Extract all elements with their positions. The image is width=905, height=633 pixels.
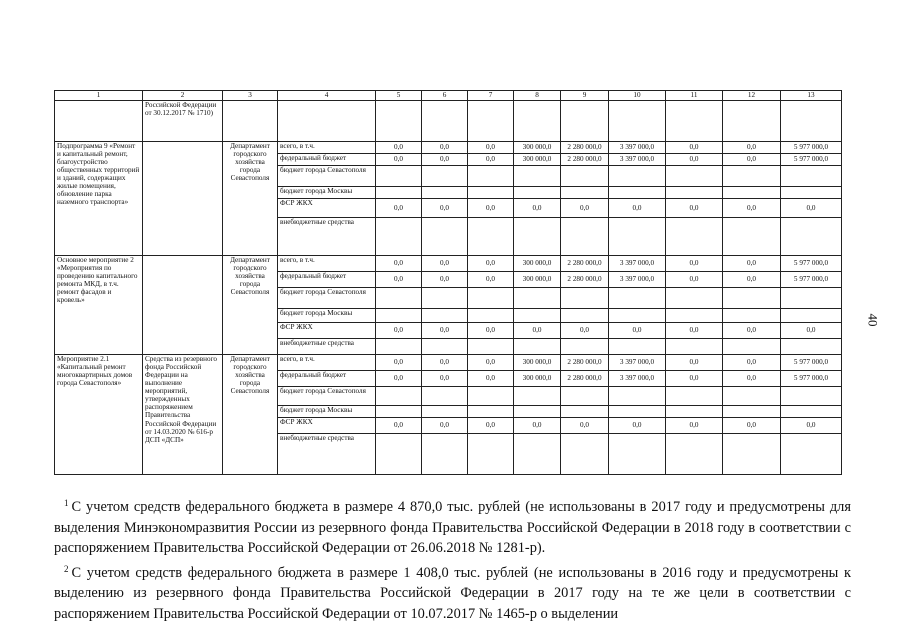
value-cell bbox=[666, 434, 723, 475]
value-cell bbox=[666, 387, 723, 406]
value-cell bbox=[666, 339, 723, 355]
value-cell: 5 977 000,0 bbox=[781, 142, 842, 154]
funding-source: бюджет города Севастополя bbox=[278, 166, 376, 187]
value-cell bbox=[422, 434, 468, 475]
value-cell: 0,0 bbox=[666, 256, 723, 272]
value-cell bbox=[781, 406, 842, 418]
value-cell bbox=[781, 434, 842, 475]
value-cell: 0,0 bbox=[609, 418, 666, 434]
value-cell: 0,0 bbox=[468, 272, 514, 288]
column-header: 7 bbox=[468, 91, 514, 101]
value-cell: 300 000,0 bbox=[514, 256, 561, 272]
table-header-row bbox=[55, 91, 842, 101]
value-cell bbox=[422, 166, 468, 187]
page-number: 40 bbox=[865, 313, 881, 327]
value-cell: 5 977 000,0 bbox=[781, 256, 842, 272]
value-cell: 0,0 bbox=[376, 272, 422, 288]
funding-source: ФСР ЖКХ bbox=[278, 199, 376, 218]
value-cell bbox=[468, 434, 514, 475]
value-cell: 0,0 bbox=[422, 199, 468, 218]
value-cell: 300 000,0 bbox=[514, 154, 561, 166]
value-cell: 0,0 bbox=[561, 418, 609, 434]
value-cell bbox=[468, 288, 514, 309]
value-cell: 3 397 000,0 bbox=[609, 256, 666, 272]
value-cell bbox=[468, 406, 514, 418]
value-cell bbox=[514, 288, 561, 309]
value-cell bbox=[376, 434, 422, 475]
value-cell bbox=[723, 187, 781, 199]
table-cell bbox=[781, 101, 842, 142]
value-cell: 0,0 bbox=[376, 418, 422, 434]
value-cell bbox=[666, 406, 723, 418]
column-header: 10 bbox=[609, 91, 666, 101]
value-cell bbox=[561, 187, 609, 199]
table-cell bbox=[468, 101, 514, 142]
value-cell bbox=[376, 309, 422, 323]
value-cell bbox=[514, 187, 561, 199]
value-cell bbox=[422, 288, 468, 309]
value-cell: 5 977 000,0 bbox=[781, 154, 842, 166]
value-cell bbox=[609, 187, 666, 199]
value-cell bbox=[468, 339, 514, 355]
value-cell bbox=[781, 288, 842, 309]
footnote-text: С учетом средств федерального бюджета в размере 4 870,0 тыс. рублей (не использованы в 2017 году и предусмотрены для выделения Минэкономразвития России из резервного фонда Правительства Российской Федерации в 2018 году в соответствии с распоряжением Правительства Российской Федерации от 26.06.2018 № 1281-р). bbox=[54, 499, 851, 556]
table-row bbox=[55, 355, 842, 371]
value-cell bbox=[376, 387, 422, 406]
value-cell: 0,0 bbox=[376, 323, 422, 339]
value-cell: 0,0 bbox=[723, 256, 781, 272]
value-cell: 0,0 bbox=[422, 323, 468, 339]
value-cell bbox=[609, 339, 666, 355]
footnote-1 bbox=[54, 493, 851, 559]
column-header: 12 bbox=[723, 91, 781, 101]
column-header: 3 bbox=[223, 91, 278, 101]
footnote-text: С учетом средств федерального бюджета в размере 1 408,0 тыс. рублей (не использованы в 2016 году и предусмотрены к выделению из резервного фонда Правительства Российской Федерации в 2017 году на те же цели в соответствии с распоряжением Правительства Российской Федерации от 10.07.2017 № 1465-р о выделении bbox=[54, 564, 851, 622]
value-cell: 0,0 bbox=[422, 272, 468, 288]
value-cell bbox=[468, 387, 514, 406]
value-cell: 2 280 000,0 bbox=[561, 154, 609, 166]
funding-source: всего, в т.ч. bbox=[278, 256, 376, 272]
value-cell: 0,0 bbox=[561, 199, 609, 218]
value-cell: 0,0 bbox=[376, 142, 422, 154]
value-cell bbox=[561, 434, 609, 475]
executor: Департамент городского хозяйства города Севастополя bbox=[223, 256, 278, 355]
value-cell bbox=[723, 406, 781, 418]
value-cell bbox=[723, 434, 781, 475]
value-cell: 3 397 000,0 bbox=[609, 355, 666, 371]
value-cell: 0,0 bbox=[666, 154, 723, 166]
value-cell bbox=[666, 218, 723, 256]
footnote-mark: 1 bbox=[64, 498, 69, 508]
value-cell bbox=[468, 309, 514, 323]
value-cell: 2 280 000,0 bbox=[561, 371, 609, 387]
value-cell bbox=[561, 339, 609, 355]
value-cell bbox=[422, 187, 468, 199]
footnote-2 bbox=[54, 559, 851, 625]
value-cell bbox=[561, 288, 609, 309]
value-cell bbox=[422, 406, 468, 418]
value-cell: 0,0 bbox=[468, 256, 514, 272]
funding-basis: Средства из резервного фонда Российской Федерации на выполнение мероприятий, утвержденных распоряжением Правительства Российской Федерации от 14.03.2020 № 616-р ДСП «ДСП» bbox=[143, 355, 223, 475]
value-cell bbox=[609, 218, 666, 256]
funding-source: всего, в т.ч. bbox=[278, 355, 376, 371]
funding-source: федеральный бюджет bbox=[278, 371, 376, 387]
value-cell: 300 000,0 bbox=[514, 142, 561, 154]
table-cell bbox=[223, 101, 278, 142]
budget-table bbox=[54, 90, 842, 475]
value-cell bbox=[609, 309, 666, 323]
footnote-mark: 2 bbox=[64, 563, 69, 574]
column-header: 5 bbox=[376, 91, 422, 101]
value-cell bbox=[609, 434, 666, 475]
funding-source: бюджет города Москвы bbox=[278, 187, 376, 199]
funding-basis bbox=[143, 256, 223, 355]
value-cell: 0,0 bbox=[376, 199, 422, 218]
funding-source: внебюджетные средства bbox=[278, 434, 376, 475]
value-cell bbox=[781, 166, 842, 187]
value-cell: 0,0 bbox=[666, 371, 723, 387]
value-cell: 0,0 bbox=[666, 199, 723, 218]
value-cell: 0,0 bbox=[781, 199, 842, 218]
value-cell: 0,0 bbox=[468, 199, 514, 218]
value-cell: 0,0 bbox=[781, 418, 842, 434]
program-name: Мероприятие 2.1 «Капитальный ремонт многоквартирных домов города Севастополя» bbox=[55, 355, 143, 475]
value-cell bbox=[723, 309, 781, 323]
table-row bbox=[55, 101, 842, 142]
value-cell bbox=[781, 387, 842, 406]
funding-source: всего, в т.ч. bbox=[278, 142, 376, 154]
value-cell bbox=[723, 339, 781, 355]
value-cell bbox=[376, 187, 422, 199]
continuation-note: Российской Федерации от 30.12.2017 № 1710) bbox=[143, 101, 223, 142]
value-cell bbox=[609, 166, 666, 187]
column-header: 2 bbox=[143, 91, 223, 101]
value-cell bbox=[723, 166, 781, 187]
funding-source: внебюджетные средства bbox=[278, 218, 376, 256]
value-cell bbox=[468, 218, 514, 256]
value-cell bbox=[514, 218, 561, 256]
funding-source: бюджет города Москвы bbox=[278, 406, 376, 418]
value-cell: 300 000,0 bbox=[514, 371, 561, 387]
value-cell: 0,0 bbox=[666, 418, 723, 434]
value-cell bbox=[666, 309, 723, 323]
executor: Департамент городского хозяйства города Севастополя bbox=[223, 355, 278, 475]
value-cell bbox=[422, 309, 468, 323]
value-cell: 0,0 bbox=[723, 272, 781, 288]
value-cell: 0,0 bbox=[723, 355, 781, 371]
value-cell bbox=[609, 387, 666, 406]
value-cell: 0,0 bbox=[422, 371, 468, 387]
value-cell: 3 397 000,0 bbox=[609, 142, 666, 154]
value-cell bbox=[561, 387, 609, 406]
table-row bbox=[55, 256, 842, 272]
value-cell bbox=[666, 288, 723, 309]
value-cell: 3 397 000,0 bbox=[609, 154, 666, 166]
value-cell: 0,0 bbox=[468, 323, 514, 339]
value-cell bbox=[422, 218, 468, 256]
value-cell: 0,0 bbox=[723, 418, 781, 434]
value-cell bbox=[514, 406, 561, 418]
value-cell: 0,0 bbox=[666, 142, 723, 154]
value-cell bbox=[723, 288, 781, 309]
value-cell: 300 000,0 bbox=[514, 272, 561, 288]
value-cell: 0,0 bbox=[723, 371, 781, 387]
funding-source: бюджет города Севастополя bbox=[278, 387, 376, 406]
value-cell bbox=[514, 434, 561, 475]
table-cell bbox=[422, 101, 468, 142]
value-cell bbox=[468, 166, 514, 187]
funding-source: бюджет города Севастополя bbox=[278, 288, 376, 309]
funding-source: федеральный бюджет bbox=[278, 154, 376, 166]
value-cell: 0,0 bbox=[422, 418, 468, 434]
column-header: 6 bbox=[422, 91, 468, 101]
value-cell bbox=[781, 309, 842, 323]
value-cell: 0,0 bbox=[468, 142, 514, 154]
value-cell bbox=[514, 309, 561, 323]
executor: Департамент городского хозяйства города Севастополя bbox=[223, 142, 278, 256]
value-cell: 0,0 bbox=[561, 323, 609, 339]
value-cell: 0,0 bbox=[422, 142, 468, 154]
column-header: 8 bbox=[514, 91, 561, 101]
footnotes bbox=[54, 493, 851, 624]
funding-source: федеральный бюджет bbox=[278, 272, 376, 288]
value-cell: 0,0 bbox=[666, 323, 723, 339]
column-header: 4 bbox=[278, 91, 376, 101]
value-cell bbox=[723, 218, 781, 256]
value-cell bbox=[781, 339, 842, 355]
value-cell: 0,0 bbox=[376, 355, 422, 371]
value-cell: 3 397 000,0 bbox=[609, 371, 666, 387]
value-cell: 2 280 000,0 bbox=[561, 142, 609, 154]
table-row bbox=[55, 142, 842, 154]
table-cell bbox=[609, 101, 666, 142]
value-cell: 2 280 000,0 bbox=[561, 256, 609, 272]
funding-source: ФСР ЖКХ bbox=[278, 323, 376, 339]
table-cell bbox=[666, 101, 723, 142]
value-cell: 0,0 bbox=[376, 371, 422, 387]
funding-source: внебюджетные средства bbox=[278, 339, 376, 355]
value-cell bbox=[561, 309, 609, 323]
value-cell: 2 280 000,0 bbox=[561, 355, 609, 371]
value-cell: 0,0 bbox=[723, 154, 781, 166]
program-name: Основное мероприятие 2 «Мероприятия по проведению капитального ремонта МКД, в т.ч. ремонт фасадов и кровель» bbox=[55, 256, 143, 355]
value-cell: 0,0 bbox=[609, 323, 666, 339]
value-cell bbox=[514, 166, 561, 187]
value-cell bbox=[422, 387, 468, 406]
table-cell bbox=[55, 101, 143, 142]
value-cell: 0,0 bbox=[781, 323, 842, 339]
value-cell bbox=[666, 187, 723, 199]
value-cell: 0,0 bbox=[514, 323, 561, 339]
value-cell: 0,0 bbox=[514, 418, 561, 434]
program-name: Подпрограмма 9 «Ремонт и капитальный ремонт, благоустройство общественных территорий и зданий, содержащих жилые помещения, обновление парка наземного транспорта» bbox=[55, 142, 143, 256]
value-cell: 0,0 bbox=[422, 154, 468, 166]
value-cell: 5 977 000,0 bbox=[781, 355, 842, 371]
column-header: 1 bbox=[55, 91, 143, 101]
value-cell bbox=[609, 288, 666, 309]
value-cell: 0,0 bbox=[468, 154, 514, 166]
value-cell: 0,0 bbox=[723, 142, 781, 154]
value-cell: 0,0 bbox=[468, 418, 514, 434]
value-cell bbox=[422, 339, 468, 355]
value-cell: 0,0 bbox=[422, 355, 468, 371]
value-cell bbox=[781, 218, 842, 256]
value-cell bbox=[376, 406, 422, 418]
value-cell bbox=[376, 339, 422, 355]
value-cell: 3 397 000,0 bbox=[609, 272, 666, 288]
column-header: 11 bbox=[666, 91, 723, 101]
value-cell bbox=[376, 218, 422, 256]
value-cell: 300 000,0 bbox=[514, 355, 561, 371]
table-cell bbox=[376, 101, 422, 142]
value-cell bbox=[781, 187, 842, 199]
value-cell bbox=[561, 166, 609, 187]
value-cell: 0,0 bbox=[666, 272, 723, 288]
value-cell bbox=[723, 387, 781, 406]
table-cell bbox=[514, 101, 561, 142]
value-cell bbox=[561, 218, 609, 256]
funding-basis bbox=[143, 142, 223, 256]
value-cell: 0,0 bbox=[609, 199, 666, 218]
value-cell: 0,0 bbox=[666, 355, 723, 371]
value-cell: 2 280 000,0 bbox=[561, 272, 609, 288]
value-cell: 0,0 bbox=[376, 256, 422, 272]
column-header: 9 bbox=[561, 91, 609, 101]
value-cell bbox=[609, 406, 666, 418]
funding-source: бюджет города Москвы bbox=[278, 309, 376, 323]
value-cell bbox=[468, 187, 514, 199]
value-cell bbox=[376, 166, 422, 187]
value-cell bbox=[376, 288, 422, 309]
value-cell: 0,0 bbox=[468, 371, 514, 387]
value-cell bbox=[514, 387, 561, 406]
value-cell: 0,0 bbox=[723, 199, 781, 218]
value-cell: 0,0 bbox=[422, 256, 468, 272]
value-cell: 0,0 bbox=[514, 199, 561, 218]
column-header: 13 bbox=[781, 91, 842, 101]
value-cell bbox=[514, 339, 561, 355]
value-cell: 5 977 000,0 bbox=[781, 371, 842, 387]
table-cell bbox=[561, 101, 609, 142]
value-cell: 0,0 bbox=[723, 323, 781, 339]
table-cell bbox=[723, 101, 781, 142]
value-cell: 0,0 bbox=[468, 355, 514, 371]
table-cell bbox=[278, 101, 376, 142]
funding-source: ФСР ЖКХ bbox=[278, 418, 376, 434]
value-cell bbox=[666, 166, 723, 187]
value-cell: 5 977 000,0 bbox=[781, 272, 842, 288]
value-cell: 0,0 bbox=[376, 154, 422, 166]
value-cell bbox=[561, 406, 609, 418]
